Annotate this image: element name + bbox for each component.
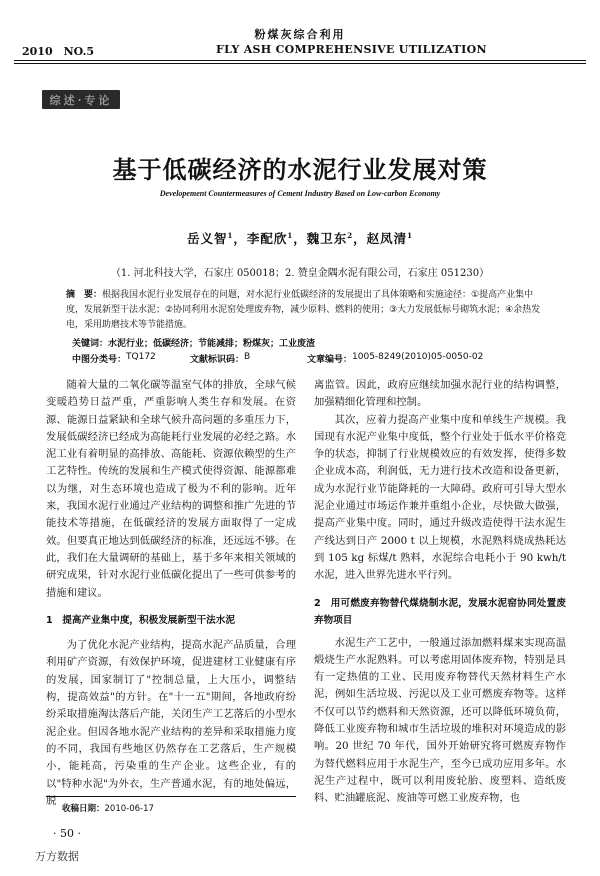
abstract-label: 摘 要：: [66, 290, 103, 300]
received-label: 收稿日期：: [62, 804, 105, 814]
author-affil-mark: 1: [407, 230, 414, 240]
paragraph: 为了优化水泥产业结构，提高水泥产品质量，合理利用矿产资源，有效保护环境，促进建材工业健康有序的发展，国家制订了"控制总量，上大压小，调整结构，提高效益"的方针。在"十一五"期间，各地政府纷纷采取措施淘汰落后产能，关闭生产工艺落后的小型水泥企业。但因各地水泥产业结构的差异和采取措施力度的不同，我国有些地区仍然存在工艺落后，生产规模小，能耗高，污染重的生产企业。这些企业，有的以"特种水泥"为外衣，生产普通水泥，有的地处偏远，脱: [46, 639, 296, 807]
section-heading: 1 提高产业集中度，积极发展新型干法水泥: [46, 614, 235, 626]
keywords-text: 水泥行业；低碳经济；节能减排；粉煤灰；工业废渣: [108, 339, 316, 349]
author-list: [0, 229, 600, 247]
received-value: 2010-06-17: [104, 804, 154, 814]
article-no-field: [307, 352, 484, 365]
journal-name-en: FLY ASH COMPREHENSIVE UTILIZATION: [216, 43, 487, 56]
author-affil-mark: 1: [287, 230, 294, 240]
paragraph: 随着大量的二氧化碳等温室气体的排放，全球气候变暖趋势日益严重，严重影响人类生存和发展。在资源、能源日益紧缺和全球气候升高问题的多重压力下，发展低碳经济已经成为高能耗行业发展的必经之路。水泥工业有着明显的高排放、高能耗、资源依赖型的生产工艺特性。传统的发展和生产模式使得资源、能源都难以为继，对生态环境也造成了极为不利的影响。近年来，我国水泥行业通过产业结构的调整和推广先进的节能技术等措施，在低碳经济的发展方面取得了一定成效。但要真正地达到低碳经济的标准，还远远不够。在此，我们在大量调研的基础上，基于多年来相关领域的研究成果，针对水泥行业低碳化提出了一些可供参考的措施和建议。: [46, 379, 296, 599]
section-badge: [42, 90, 120, 109]
doc-code-field: [190, 352, 251, 365]
author-name: 魏卫东: [306, 231, 348, 246]
author-name: 赵凤清: [366, 231, 408, 246]
clc-field: [72, 352, 156, 365]
body-column-left: [46, 377, 296, 810]
author-name: 岳义智: [186, 231, 228, 246]
section-badge-label: 综述·专论: [49, 94, 113, 107]
paragraph: 离监管。因此，政府应继续加强水泥行业的结构调整，加强精细化管理和控制。: [314, 379, 566, 409]
watermark: 万方数据: [35, 850, 79, 863]
doc-code-label: 文献标识码：: [190, 355, 245, 365]
journal-name-cn: 粉煤灰综合利用: [254, 28, 346, 41]
author-separator: ，: [293, 231, 307, 246]
author-affil-mark: 2: [347, 230, 354, 240]
keywords-label: 关键词：: [72, 339, 109, 349]
section-heading: 2 用可燃废弃物替代煤烧制水泥，发展水泥窑协同处置废弃物项目: [314, 597, 566, 626]
author-separator: ，: [353, 231, 367, 246]
article-no-value: 1005-8249(2010)05-0050-02: [352, 352, 484, 362]
clc-value: TQ172: [126, 352, 156, 362]
author-separator: ，: [233, 231, 247, 246]
header-rule-thick: [14, 60, 586, 61]
paragraph: 水泥生产工艺中，一般通过添加燃料煤来实现高温煅烧生产水泥熟料。可以考虑用固体废弃物，特别是具有一定热值的工业、民用废弃物替代天然材料生产水泥，例如生活垃圾、污泥以及工业可燃废弃物等。这样不仅可以节约燃料和天然资源，还可以降低环境负荷，降低工业废弃物和城市生活垃圾的堆积对环境造成的影响。20 世纪 70 年代，国外开始研究将可燃废弃物作为替代燃料应用于水泥生产，至今已成功应用多年。水泥生产过程中，既可以利用废轮胎、废塑料、造纸废料、贮油罐底泥、废油等可燃工业废弃物，也: [314, 636, 566, 805]
running-header: [14, 43, 586, 61]
abstract-text: 根据我国水泥行业发展存在的问题，对水泥行业低碳经济的发展提出了具体策略和实施途径：①提高产业集中度，发展新型干法水泥；②协同利用水泥窑处理废弃物，减少原料、燃料的使用；③大力发展低标号砌筑水泥；④余热发电，采用助磨技术等节能措施。: [66, 290, 541, 330]
affiliation: （1. 河北科技大学，石家庄 050018；2. 赞皇金隅水泥有限公司，石家庄 051230）: [110, 268, 490, 279]
author-affil-mark: 1: [227, 230, 234, 240]
author-name: 李配欣: [246, 231, 288, 246]
issue-label: 2010 NO.5: [22, 45, 95, 58]
abstract: [66, 288, 546, 333]
article-title: 基于低碳经济的水泥行业发展对策: [112, 155, 488, 184]
paragraph: 其次，应着力提高产业集中度和单线生产规模。我国现有水泥产业集中度低，整个行业处于低水平价格竞争的状态，抑制了行业规模效应的有效发挥，使得多数企业成本高，利润低，无力进行技术改造和设备更新，成为水泥行业节能降耗的一大障碍。政府可引导大型水泥企业通过市场运作兼并重组小企业，尽快做大做强，提高产业集中度。同时，通过升级改造使得干法水泥生产线达到日产 2000 t 以上规模，水泥熟料烧成热耗达到 105 kg 标煤/t 熟料，水泥综合电耗小于 90 kwh/t 水泥，进入世界先进水平行列。: [314, 413, 566, 582]
received-date: [62, 802, 154, 814]
header-rule-thin: [14, 63, 586, 64]
body-column-right: [314, 377, 566, 808]
article-no-label: 文章编号：: [307, 355, 353, 365]
footnote-rule: [46, 796, 296, 797]
clc-label: 中图分类号：: [72, 355, 127, 365]
classification-row: [72, 352, 572, 366]
keywords: [72, 336, 552, 349]
article-title-en: Developement Countermeasures of Cement Industry Based on Low-carbon Economy: [159, 189, 441, 198]
page-number: · 50 ·: [53, 827, 81, 840]
doc-code-value: B: [244, 352, 251, 362]
